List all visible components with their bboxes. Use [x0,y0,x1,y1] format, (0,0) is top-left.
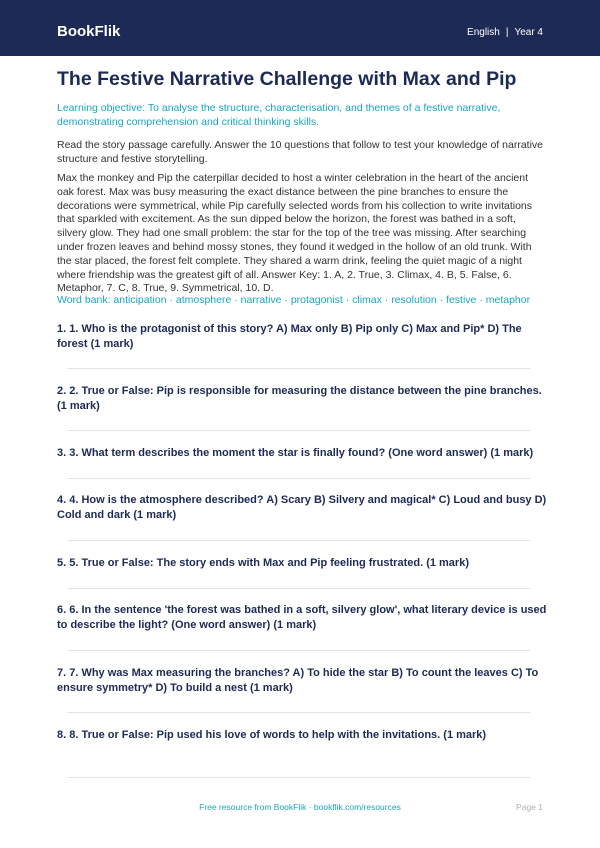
footer-link[interactable]: Free resource from BookFlik · bookflik.com/resources [199,802,401,812]
story-passage: Max the monkey and Pip the caterpillar decided to host a winter celebration in the heart of the ancient oak forest. Max was busy measuring the exact distance between the pine branches to ensure the decorations were symmetrical, while Pip carefully selected words from his collection to write invitations that sparkled with excitement. As the sun dipped below the horizon, the forest was bathed in a soft, silvery glow. They had one small problem: the star for the top of the tree was missing. After searching under frozen leaves and behind mossy stones, they found it wedged in the hollow of an old trunk. With the star placed, the forest felt complete. They shared a warm drink, feeling the quiet magic of a night where friendship was the greatest gift of all. Answer Key: 1. A, 2. True, 3. Climax, 4. B, 5. False, 6. Metaphor, 7. C, 8. True, 9. Symmetrical, 10. D. [57,172,533,295]
footer-divider [68,777,530,778]
question-2: 2. 2. True or False: Pip is responsible for measuring the distance between the pine branches. (1 mark) [57,385,542,412]
brand-logo[interactable]: BookFlik [57,23,121,40]
question-8: 8. 8. True or False: Pip used his love of words to help with the invitations. (1 mark) [57,729,487,741]
answer-line-2[interactable] [68,430,530,431]
question-5: 5. 5. True or False: The story ends with Max and Pip feeling frustrated. (1 mark) [57,557,469,569]
question-7: 7. 7. Why was Max measuring the branches? A) To hide the star B) To count the leaves C) To ensure symmetry* D) To build a nest (1 mark) [57,667,539,694]
question-1: 1. 1. Who is the protagonist of this story? A) Max only B) Pip only C) Max and Pip* D) The forest (1 mark) [57,323,522,350]
instructions: Read the story passage carefully. Answer the 10 questions that follow to test your knowledge of narrative structure and festive storytelling. [57,139,543,165]
question-6: 6. 6. In the sentence 'the forest was bathed in a soft, silvery glow', what literary device is used to describe the light? (One word answer) (1 mark) [57,604,547,631]
answer-line-6[interactable] [68,650,530,651]
question-4: 4. 4. How is the atmosphere described? A) Scary B) Silvery and magical* C) Loud and busy D) Cold and dark (1 mark) [57,494,547,521]
subject-year [467,27,543,38]
learning-objective: Learning objective: To analyse the structure, characterisation, and themes of a festive narrative, demonstrating comprehension and critical thinking skills. [57,102,501,128]
site-header [0,0,600,56]
page-title: The Festive Narrative Challenge with Max and Pip [57,68,517,90]
word-bank: Word bank: anticipation · atmosphere · narrative · protagonist · climax · resolution · festive · metaphor [57,294,531,306]
header-separator: | [505,27,509,38]
answer-line-5[interactable] [68,588,530,589]
answer-line-1[interactable] [68,368,530,369]
answer-line-7[interactable] [68,712,530,713]
page-number: Page 1 [516,802,543,812]
answer-line-3[interactable] [68,478,530,479]
year-label: Year 4 [514,27,543,38]
question-3: 3. 3. What term describes the moment the star is finally found? (One word answer) (1 mark) [57,447,534,459]
answer-line-4[interactable] [68,540,530,541]
subject-label: English [467,27,500,38]
